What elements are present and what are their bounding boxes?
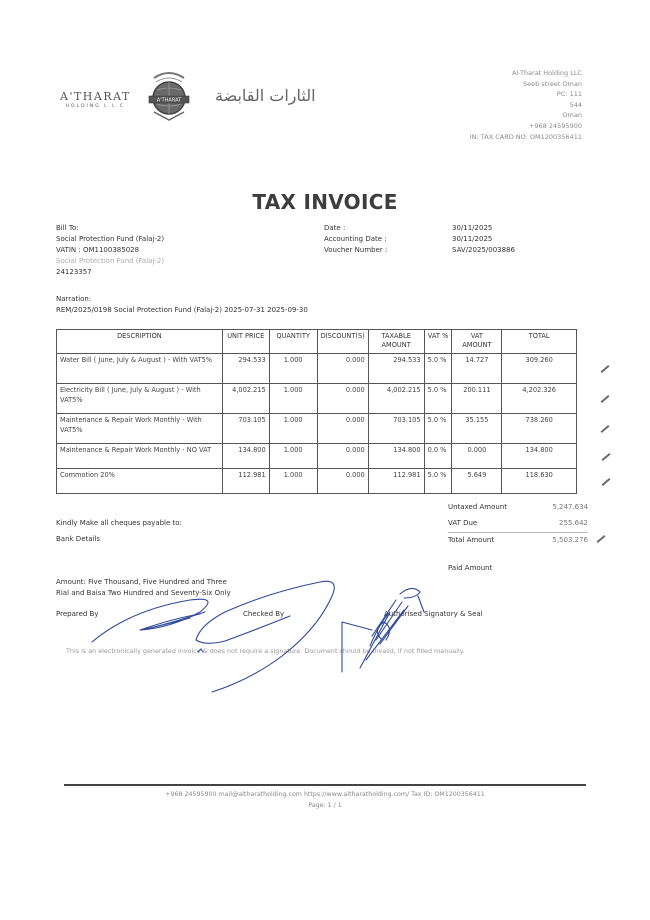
checked-by-label: Checked By — [243, 610, 285, 618]
amount-in-words — [56, 577, 286, 599]
cell-discount: 0.000 — [317, 469, 368, 494]
totals-block — [448, 500, 588, 577]
cell-vat-amount: 200.111 — [452, 384, 502, 414]
date-label: Date : — [324, 224, 346, 232]
vat-due-label: VAT Due — [448, 519, 478, 527]
vat-due-value: 255.642 — [559, 519, 588, 527]
company-name: Al-Tharat Holding LLC — [511, 69, 582, 77]
meta-voucher-row — [324, 245, 515, 256]
logo-arabic-name: الثارات القابضة — [215, 86, 316, 105]
company-logo-text — [60, 90, 131, 109]
table-header-row — [57, 330, 577, 354]
accounting-date-value: 30/11/2025 — [452, 235, 493, 243]
company-po-box: 544 — [569, 100, 582, 109]
narration-label: Narration: — [56, 295, 92, 303]
cell-taxable: 4,002.215 — [368, 384, 424, 414]
cell-total: 118.630 — [502, 469, 577, 494]
total-amount-label: Total Amount — [448, 536, 495, 544]
cell-description: Maintenance & Repair Work Monthly - With VAT5% — [57, 414, 223, 444]
bill-to-phone: 24123357 — [56, 268, 92, 276]
company-tax-card: IN: TAX CARD NO: OM1200356411 — [469, 132, 582, 141]
cell-vat-amount: 5.649 — [452, 469, 502, 494]
cell-taxable: 703.105 — [368, 414, 424, 444]
voucher-label: Voucher Number : — [324, 246, 388, 254]
cell-vat-pct: 0.0 % — [424, 444, 452, 469]
vat-due-row — [448, 516, 588, 532]
disclaimer-text: This is an electronically generated invoice & does not require a signature. Document should be invalid, if not filled manually. — [66, 647, 465, 655]
cell-description: Electricity Bill ( June, July & August ) - With VAT5% — [57, 384, 223, 414]
bill-to-sub: Social Protection Fund (Falaj-2) — [56, 257, 165, 265]
footer-contact: +968 24595900 mail@altharatholding.com https://www.altharatholding.com/ Tax ID: OM1200356411 — [165, 791, 485, 798]
col-total: TOTAL — [502, 330, 577, 354]
company-phone: +968 24595900 — [528, 121, 582, 130]
logo-subname: HOLDING L.L.C — [65, 104, 126, 109]
date-value: 30/11/2025 — [452, 224, 493, 232]
bill-to-block — [56, 223, 164, 278]
col-vat-amount: VAT AMOUNT — [452, 330, 502, 354]
cell-total: 134.800 — [502, 444, 577, 469]
cell-description: Maintenance & Repair Work Monthly - NO VAT — [57, 444, 223, 469]
company-emblem-icon — [146, 66, 192, 122]
col-description: DESCRIPTION — [57, 330, 223, 354]
footer-divider — [64, 784, 586, 786]
narration — [56, 294, 316, 315]
cell-discount: 0.000 — [317, 414, 368, 444]
cell-quantity: 1.000 — [269, 469, 317, 494]
cell-quantity: 1.000 — [269, 354, 317, 384]
table-row — [57, 414, 577, 444]
bill-to-name: Social Protection Fund (Falaj-2) — [56, 235, 165, 243]
payment-info — [56, 515, 182, 547]
amount-words-line2: Rial and Baisa Two Hundred and Seventy-Six Only — [56, 589, 231, 597]
cell-total: 309.260 — [502, 354, 577, 384]
paid-amount-label: Paid Amount — [448, 564, 493, 572]
narration-text: REM/2025/0198 Social Protection Fund (Falaj-2) 2025-07-31 2025-09-30 — [56, 305, 308, 314]
cell-vat-pct: 5.0 % — [424, 414, 452, 444]
total-amount-row — [448, 532, 588, 549]
untaxed-value: 5,247.634 — [552, 503, 588, 511]
bill-to-label: Bill To: — [56, 224, 79, 232]
invoice-meta — [324, 223, 515, 256]
bank-details-label: Bank Details — [56, 535, 101, 543]
svg-text:A'THARAT: A'THARAT — [156, 97, 182, 104]
check-mark-icon — [602, 478, 611, 486]
cell-discount: 0.000 — [317, 384, 368, 414]
paid-amount-row — [448, 561, 588, 577]
prepared-by-label: Prepared By — [56, 610, 99, 618]
check-mark-icon — [602, 453, 611, 461]
cell-discount: 0.000 — [317, 354, 368, 384]
col-unit-price: UNIT PRICE — [222, 330, 269, 354]
cell-discount: 0.000 — [317, 444, 368, 469]
page-footer — [0, 789, 650, 811]
cell-description: Commotion 20% — [57, 469, 223, 494]
amount-words-line1: Amount: Five Thousand, Five Hundred and Three — [56, 578, 227, 586]
cell-unit-price: 4,002.215 — [222, 384, 269, 414]
meta-date-row — [324, 223, 515, 234]
cell-unit-price: 703.105 — [222, 414, 269, 444]
cell-taxable: 112.981 — [368, 469, 424, 494]
bill-to-vatin: VATIN : OM1100385028 — [56, 246, 140, 254]
cell-vat-amount: 35.155 — [452, 414, 502, 444]
page-number: Page: 1 / 1 — [308, 802, 342, 809]
table-row — [57, 444, 577, 469]
company-country: Oman — [562, 111, 582, 120]
voucher-value: SAV/2025/003886 — [452, 246, 515, 254]
cell-quantity: 1.000 — [269, 384, 317, 414]
untaxed-label: Untaxed Amount — [448, 503, 508, 511]
cell-total: 4,202.326 — [502, 384, 577, 414]
cell-total: 738.260 — [502, 414, 577, 444]
table-row — [57, 469, 577, 494]
check-mark-icon — [601, 395, 610, 403]
cell-quantity: 1.000 — [269, 444, 317, 469]
cell-taxable: 294.533 — [368, 354, 424, 384]
cell-vat-pct: 5.0 % — [424, 469, 452, 494]
cell-vat-pct: 5.0 % — [424, 354, 452, 384]
authorised-signatory-label: Authorised Signatory & Seal — [384, 610, 483, 618]
cell-vat-amount: 14.727 — [452, 354, 502, 384]
cell-unit-price: 112.981 — [222, 469, 269, 494]
check-mark-icon — [601, 425, 610, 433]
col-quantity: QUANTITY — [269, 330, 317, 354]
meta-accounting-date-row — [324, 234, 515, 245]
check-mark-icon — [601, 365, 610, 373]
cell-quantity: 1.000 — [269, 414, 317, 444]
cell-unit-price: 294.533 — [222, 354, 269, 384]
cell-vat-amount: 0.000 — [452, 444, 502, 469]
check-mark-icon — [597, 535, 606, 543]
logo-name: A'THARAT — [60, 90, 131, 103]
col-discount: DISCOUNT(S) — [317, 330, 368, 354]
company-street: Seeb street Oman — [523, 79, 582, 88]
cheques-note: Kindly Make all cheques payable to: — [56, 519, 182, 527]
cell-description: Water Bill ( June, July & August ) - With VAT5% — [57, 354, 223, 384]
company-address — [470, 68, 582, 142]
cell-taxable: 134.800 — [368, 444, 424, 469]
cell-vat-pct: 5.0 % — [424, 384, 452, 414]
table-row — [57, 384, 577, 414]
company-postcode: PC: 111 — [556, 90, 582, 99]
table-row — [57, 354, 577, 384]
col-vat-pct: VAT % — [424, 330, 452, 354]
total-amount-value: 5,503.276 — [552, 536, 588, 544]
cell-unit-price: 134.800 — [222, 444, 269, 469]
accounting-date-label: Accounting Date : — [324, 235, 387, 243]
invoice-items-table — [56, 329, 577, 494]
untaxed-row — [448, 500, 588, 516]
col-taxable-amount: TAXABLE AMOUNT — [368, 330, 424, 354]
document-title: TAX INVOICE — [252, 190, 398, 214]
